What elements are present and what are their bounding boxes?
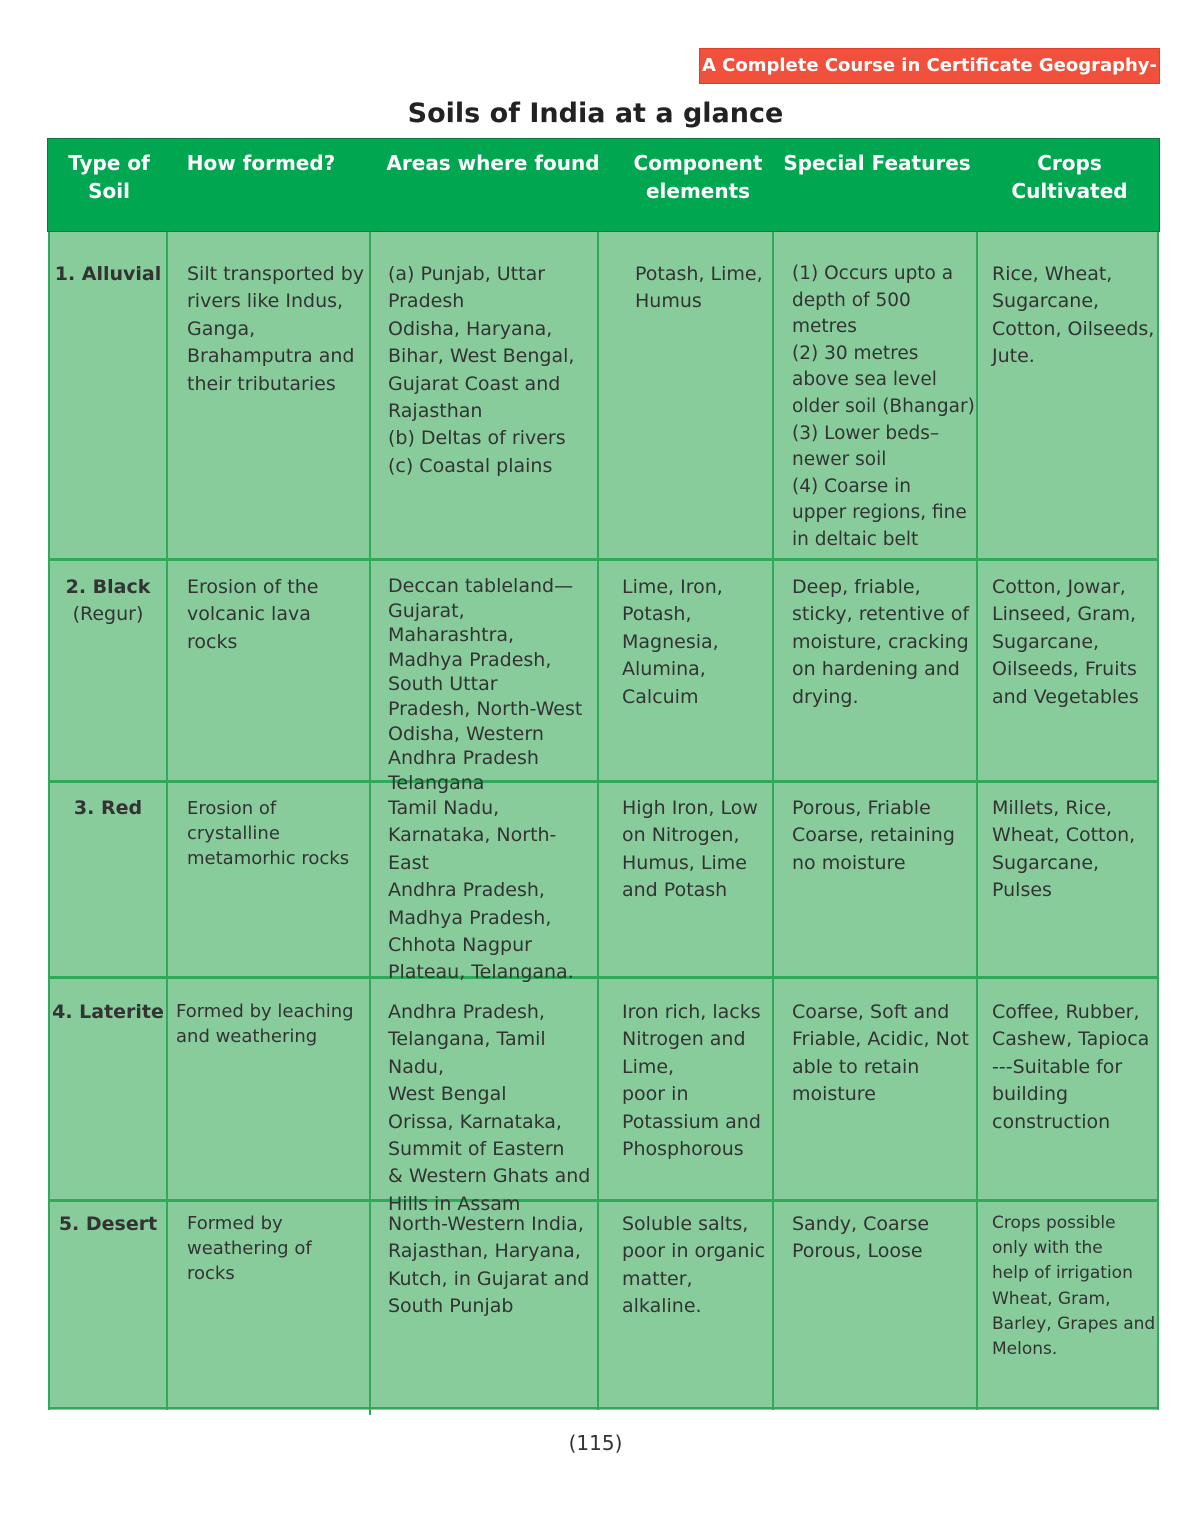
column-header-type: Type of Soil xyxy=(68,151,150,203)
special-features: Sandy, Coarse Porous, Loose xyxy=(792,1213,930,1263)
row-divider xyxy=(49,976,1159,979)
how-formed: Formed by leaching and weathering xyxy=(176,1001,354,1047)
areas-found: North-Western India, Rajasthan, Haryana, Kutch, in Gujarat and South Punjab xyxy=(388,1213,590,1318)
column-divider xyxy=(772,232,774,1410)
soil-type: 5. Desert xyxy=(58,1213,158,1235)
soil-type: 2. Black (Regur) xyxy=(52,574,164,629)
row-divider xyxy=(49,1199,1159,1202)
crops-cultivated: Rice, Wheat, Sugarcane, Cotton, Oilseeds, Jute. xyxy=(992,263,1155,368)
course-title-tag: A Complete Course in Certificate Geography-II xyxy=(699,48,1160,84)
areas-found: (a) Punjab, Uttar Pradesh Odisha, Haryana, Bihar, West Bengal, Gujarat Coast and Rajasthan (b) Deltas of rivers (c) Coastal plains xyxy=(388,263,575,477)
column-header-areas: Areas where found xyxy=(386,151,600,175)
component-elements: Iron rich, lacks Nitrogen and Lime, poor in Potassium and Phosphorous xyxy=(622,1001,761,1161)
how-formed: Erosion of crystalline metamorhic rocks xyxy=(187,798,350,869)
crops-cultivated: Crops possible only with the help of irrigation Wheat, Gram, Barley, Grapes and Melons. xyxy=(992,1213,1156,1360)
row-divider xyxy=(49,558,1159,561)
page-title: Soils of India at a glance xyxy=(407,98,784,129)
column-header-features: Special Features xyxy=(783,151,971,175)
column-divider xyxy=(166,232,168,1410)
column-divider xyxy=(369,232,371,1415)
soil-type: 4. Laterite xyxy=(52,1001,164,1023)
page-number: (115) xyxy=(568,1431,623,1455)
how-formed: Erosion of the volcanic lava rocks xyxy=(187,576,319,653)
column-divider xyxy=(48,232,50,1410)
areas-found: Andhra Pradesh, Telangana, Tamil Nadu, West Bengal Orissa, Karnataka, Summit of Eastern & Western Ghats and Hills in Assam xyxy=(388,1001,591,1215)
component-elements: Potash, Lime, Humus xyxy=(635,263,763,313)
component-elements: High Iron, Low on Nitrogen, Humus, Lime and Potash xyxy=(622,797,758,902)
soil-type-subtitle: (Regur) xyxy=(72,603,144,626)
component-elements: Lime, Iron, Potash, Magnesia, Alumina, Calcuim xyxy=(622,576,723,708)
table-header xyxy=(47,138,1160,232)
column-header-formed: How formed? xyxy=(186,151,336,175)
soil-type: 3. Red xyxy=(73,797,143,819)
how-formed: Formed by weathering of rocks xyxy=(187,1213,312,1284)
soil-type: 1. Alluvial xyxy=(54,263,162,285)
special-features: Coarse, Soft and Friable, Acidic, Not able to retain moisture xyxy=(792,1001,969,1106)
column-divider xyxy=(976,232,978,1410)
column-header-crops: Crops Cultivated xyxy=(1011,151,1128,203)
crops-cultivated: Coffee, Rubber, Cashew, Tapioca ---Suitable for building construction xyxy=(992,1001,1150,1133)
row-divider xyxy=(49,780,1159,783)
column-header-components: Component elements xyxy=(633,151,763,203)
areas-found: Tamil Nadu, Karnataka, North-East Andhra Pradesh, Madhya Pradesh, Chhota Nagpur Plateau, Telangana. xyxy=(388,797,574,984)
crops-cultivated: Cotton, Jowar, Linseed, Gram, Sugarcane, Oilseeds, Fruits and Vegetables xyxy=(992,576,1139,708)
areas-found: Deccan tableland— Gujarat, Maharashtra, Madhya Pradesh, South Uttar Pradesh, North-West Odisha, Western Andhra Pradesh Telangana xyxy=(388,575,583,794)
column-divider xyxy=(597,232,599,1410)
column-divider xyxy=(1157,232,1159,1410)
row-divider xyxy=(49,1407,1159,1409)
special-features: Porous, Friable Coarse, retaining no moisture xyxy=(792,797,955,874)
special-features: Deep, friable, sticky, retentive of moisture, cracking on hardening and drying. xyxy=(792,576,970,708)
crops-cultivated: Millets, Rice, Wheat, Cotton, Sugarcane, Pulses xyxy=(992,797,1136,902)
component-elements: Soluble salts, poor in organic matter, alkaline. xyxy=(622,1213,766,1318)
special-features: (1) Occurs upto a depth of 500 metres (2) 30 metres above sea level older soil (Bhangar) (3) Lower beds– newer soil (4) Coarse in upper regions, fine in deltaic belt xyxy=(792,263,975,550)
how-formed: Silt transported by rivers like Indus, Ganga, Brahamputra and their tributaries xyxy=(187,263,364,395)
